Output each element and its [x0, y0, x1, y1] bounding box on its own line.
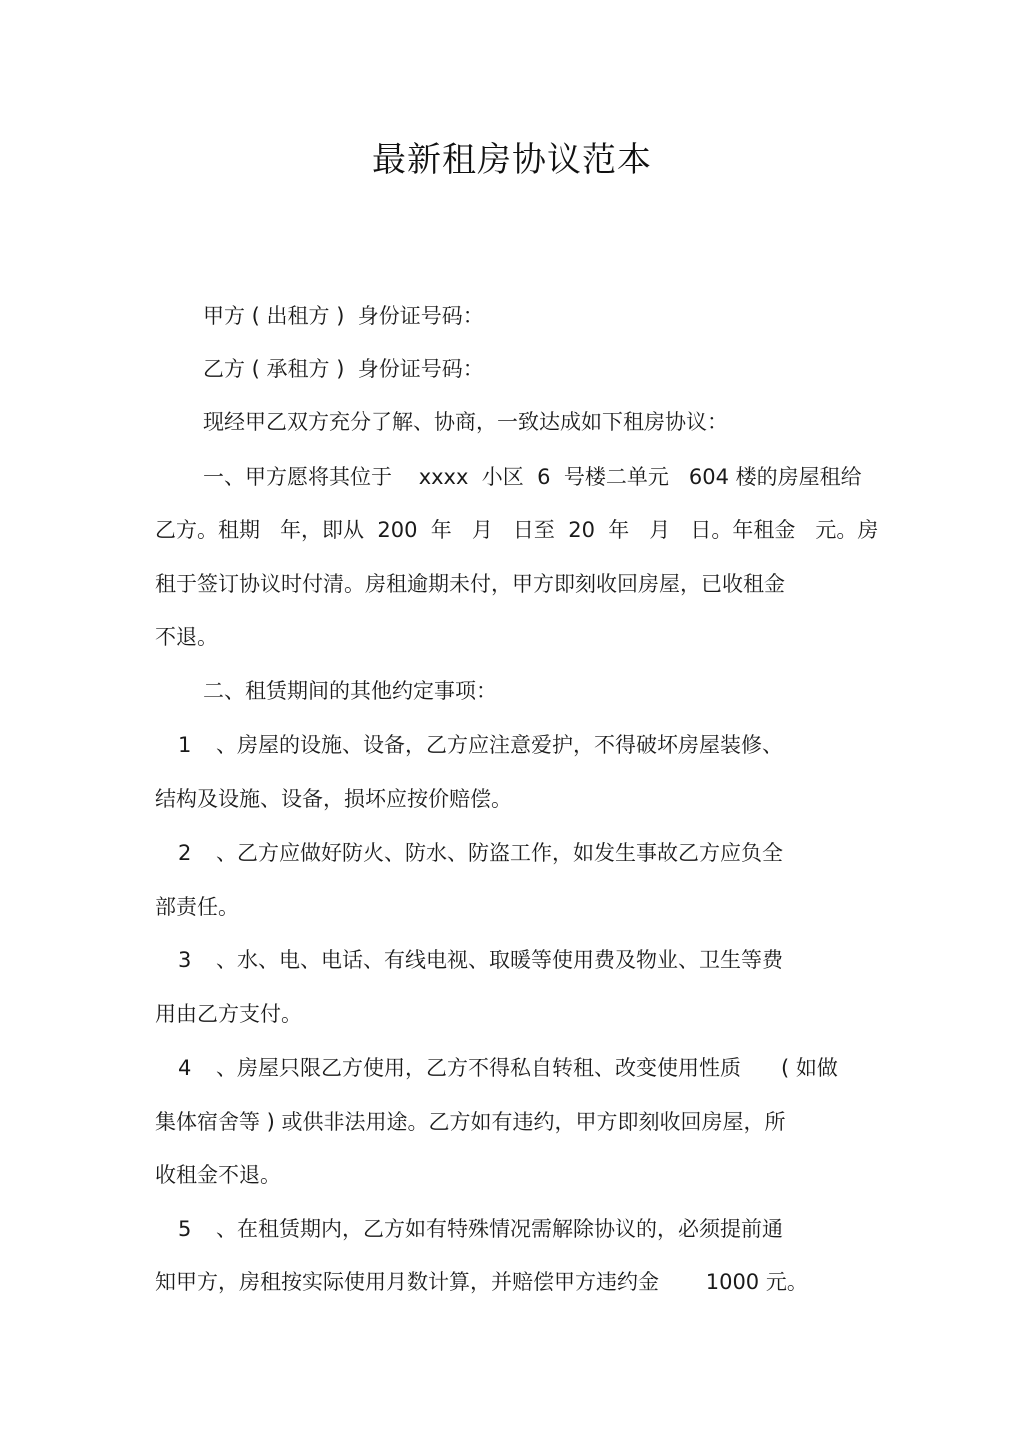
clause-number: 5: [178, 1217, 192, 1241]
clause-number: 1: [178, 733, 192, 757]
clause-text: 、在租赁期内，乙方如有特殊情况需解除协议的，必须提前通: [216, 1217, 783, 1241]
clause-line: [178, 1053, 838, 1083]
clause-line: 结构及设施、设备，损坏应按价赔偿。: [155, 787, 512, 811]
clause-line: [178, 838, 783, 868]
clause-text: 、房屋的设施、设备，乙方应注意爱护，不得破坏房屋装修、: [216, 733, 783, 757]
clause-text: 、乙方应做好防火、防水、防盗工作，如发生事故乙方应负全: [216, 841, 783, 865]
clause-line: 集体宿舍等 ) 或供非法用途。乙方如有违约，甲方即刻收回房屋，所: [155, 1110, 786, 1134]
party-a-line: 甲方 ( 出租方 ) 身份证号码：: [203, 304, 484, 328]
clause-text: 、房屋只限乙方使用，乙方不得私自转租、改变使用性质 ( 如做: [216, 1056, 838, 1080]
clause-number: 3: [178, 948, 192, 972]
clause-line: 知甲方，房租按实际使用月数计算，并赔偿甲方违约金 1000 元。: [155, 1270, 808, 1294]
clause-line: [178, 945, 783, 975]
section1-line: 租于签订协议时付清。房租逾期未付，甲方即刻收回房屋，已收租金: [155, 572, 785, 596]
party-b-line: 乙方 ( 承租方 ) 身份证号码：: [203, 357, 484, 381]
clause-number: 2: [178, 841, 192, 865]
clause-number: 4: [178, 1056, 192, 1080]
clause-line: 收租金不退。: [155, 1163, 281, 1187]
clause-line: 部责任。: [155, 895, 239, 919]
clause-line: 用由乙方支付。: [155, 1002, 302, 1026]
intro-line: 现经甲乙双方充分了解、协商，一致达成如下租房协议：: [203, 410, 728, 434]
document-title: 最新租房协议范本: [372, 140, 652, 180]
section2-heading: 二、租赁期间的其他约定事项：: [203, 679, 497, 703]
clause-line: [178, 730, 783, 760]
section1-line: 不退。: [155, 625, 218, 649]
section1-line: 一、甲方愿将其位于 xxxx 小区 6 号楼二单元 604 楼的房屋租给: [203, 465, 862, 489]
clause-text: 、水、电、电话、有线电视、取暖等使用费及物业、卫生等费: [216, 948, 783, 972]
section1-line: 乙方。租期 年，即从 200 年 月 日至 20 年 月 日。年租金 元。房: [155, 518, 879, 542]
clause-line: [178, 1214, 783, 1244]
